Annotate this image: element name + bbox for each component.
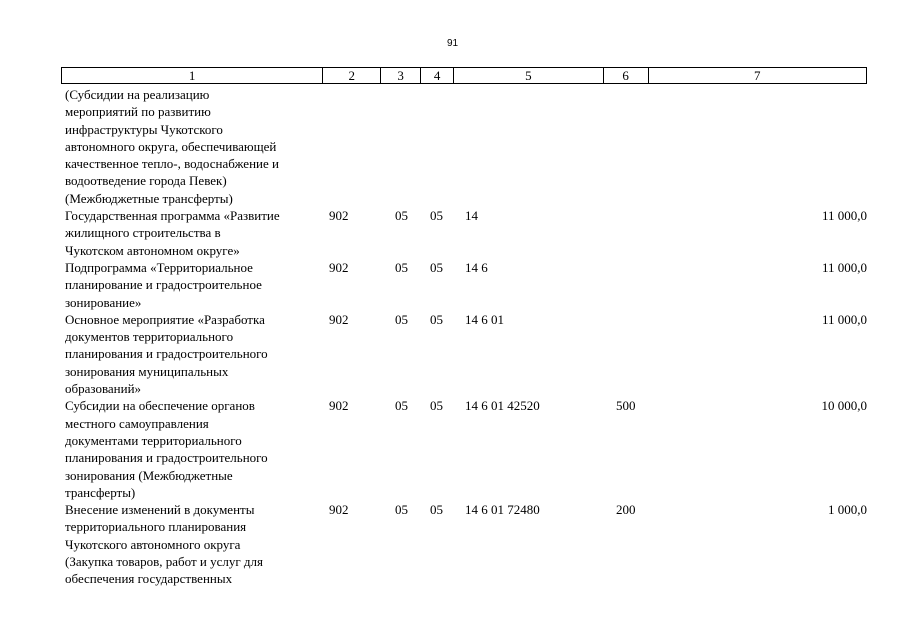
row-ved-cell: 902: [329, 259, 349, 275]
header-cell-col6: 6: [604, 68, 649, 83]
row-ved-cell: 902: [329, 311, 349, 327]
row-csr-cell: 14: [465, 208, 478, 224]
row-sum-cell: 11 000,0: [821, 259, 867, 275]
table-row: [61, 501, 867, 587]
row-pr-cell: 05: [430, 208, 443, 224]
header-cell-col4: 4: [421, 68, 454, 83]
row-vr-cell: 500: [616, 398, 636, 414]
row-pr-cell: 05: [430, 259, 443, 275]
row-ved-cell: 902: [329, 502, 349, 518]
row-sum-cell: 11 000,0: [821, 208, 867, 224]
row-rz-cell: 05: [395, 502, 408, 518]
row-name-cell: Субсидии на обеспечение органов местного самоуправления документами территориального планирования и градостроительного зонирования (Межбюджетные трансферты): [65, 398, 268, 500]
table-row: [61, 397, 867, 501]
row-pr-cell: 05: [430, 398, 443, 414]
page-number: 91: [446, 38, 459, 49]
row-rz-cell: 05: [395, 311, 408, 327]
row-csr-cell: 14 6: [465, 259, 488, 275]
row-name-cell: Внесение изменений в документы территориального планирования Чукотского автономного округа (Закупка товаров, работ и услуг для обеспечения государственных: [65, 502, 263, 587]
header-cell-col7: 7: [754, 68, 761, 83]
row-csr-cell: 14 6 01: [465, 311, 504, 327]
table-header-row: [61, 67, 867, 84]
row-rz-cell: 05: [395, 398, 408, 414]
row-csr-cell: 14 6 01 42520: [465, 398, 540, 414]
row-name-cell: Подпрограмма «Территориальное планирование и градостроительное зонирование»: [65, 259, 262, 310]
header-cell-col3: 3: [381, 68, 421, 83]
header-cell-col5: 5: [454, 68, 604, 83]
row-rz-cell: 05: [395, 259, 408, 275]
row-ved-cell: 902: [329, 398, 349, 414]
header-cell-col2: 2: [323, 68, 381, 83]
row-sum-cell: 1 000,0: [828, 502, 867, 518]
row-name-cell: Основное мероприятие «Разработка документов территориального планирования и градостроительного зонирования муниципальных образований»: [65, 311, 268, 397]
row-name-cell: Государственная программа «Развитие жилищного строительства в Чукотском автономном округе»: [65, 208, 280, 258]
table-row: [61, 311, 867, 397]
table-row: [61, 207, 867, 259]
table-row: [61, 86, 867, 207]
row-csr-cell: 14 6 01 72480: [465, 502, 540, 518]
row-name-cell: (Субсидии на реализацию мероприятий по развитию инфраструктуры Чукотского автономного округа, обеспечивающей качественное тепло-, водоснабжение и водоотведение города Певек) (Межбюджетные трансферты): [65, 87, 279, 206]
row-rz-cell: 05: [395, 208, 408, 224]
row-pr-cell: 05: [430, 502, 443, 518]
row-sum-cell: 11 000,0: [821, 311, 867, 327]
row-pr-cell: 05: [430, 311, 443, 327]
row-ved-cell: 902: [329, 208, 349, 224]
row-vr-cell: 200: [616, 502, 636, 518]
table-row: [61, 259, 867, 311]
header-cell-col1: 1: [62, 68, 323, 83]
table-body: [61, 86, 867, 588]
row-sum-cell: 10 000,0: [821, 398, 867, 414]
